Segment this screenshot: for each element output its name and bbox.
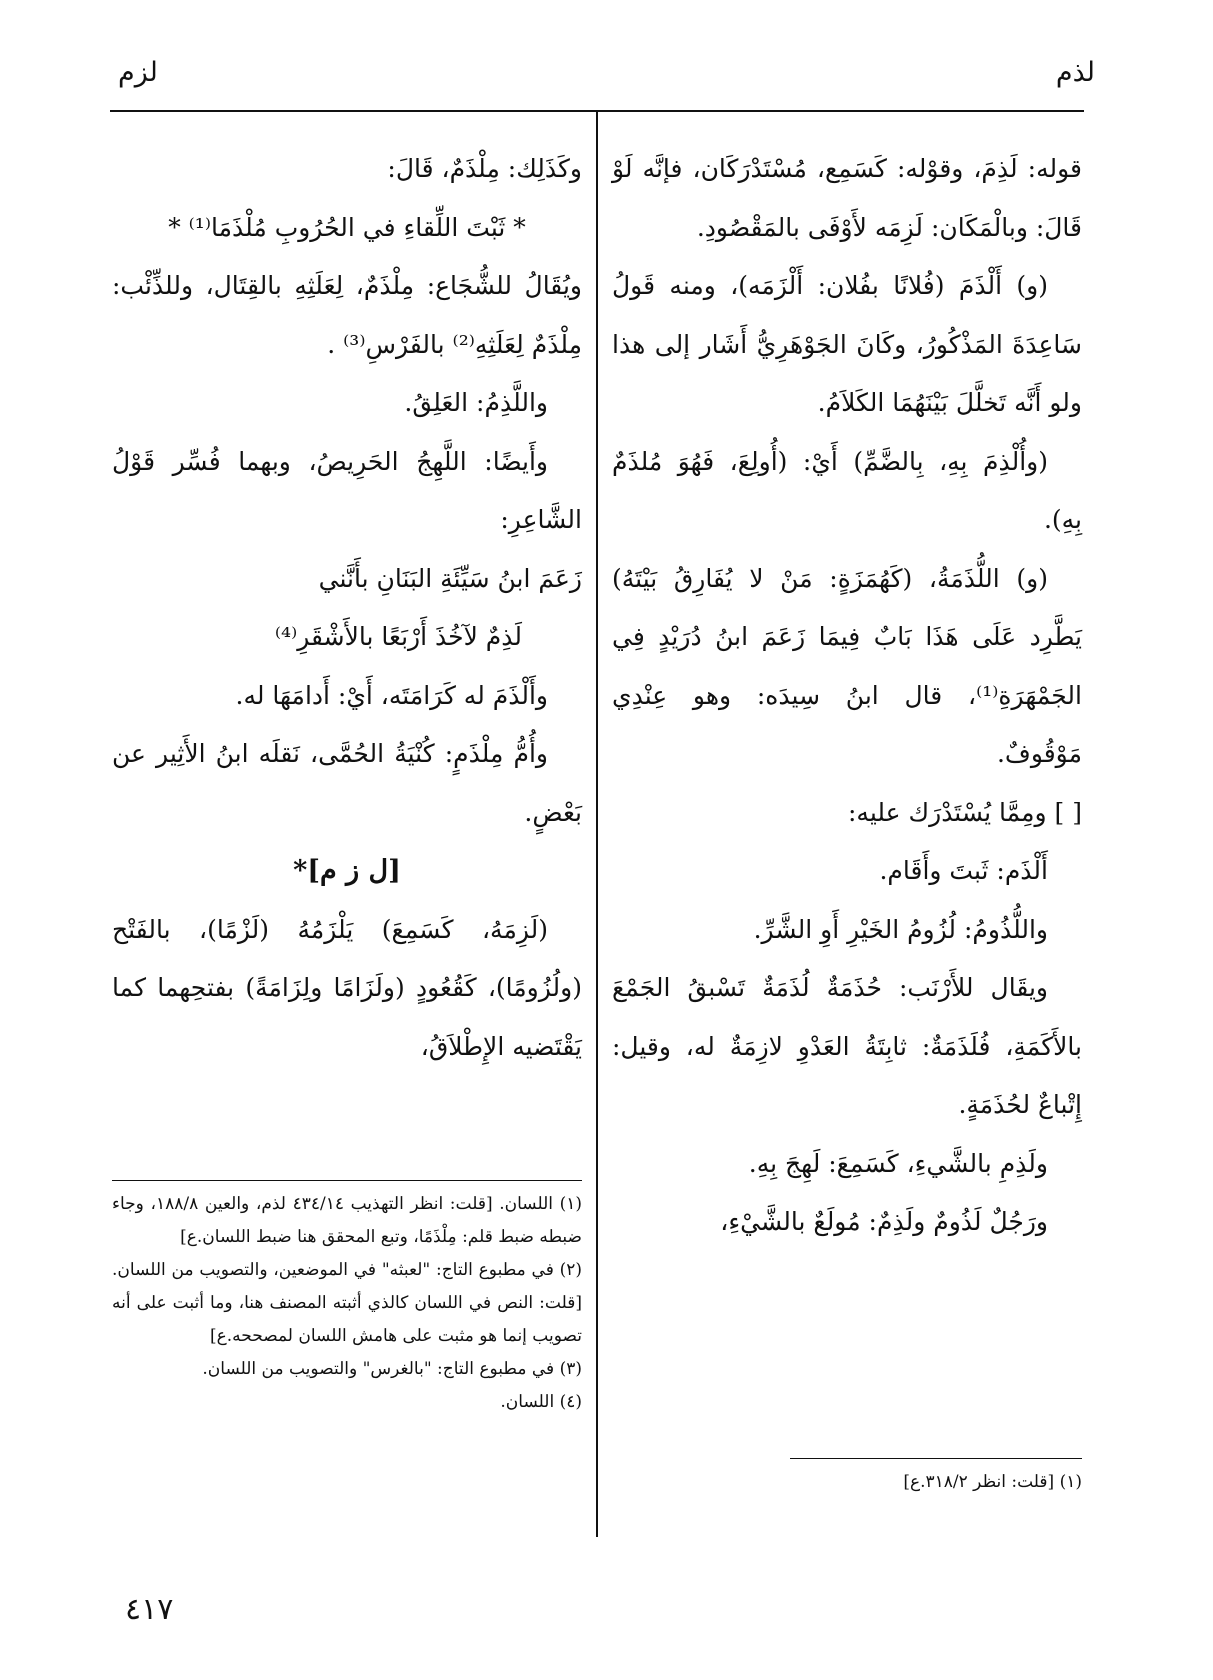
footnote: (٤) اللسان. [500,1392,582,1412]
paragraph: قوله: لَذِمَ، وقوْله: كَسَمِع، مُسْتَدْرَكَان، فإنَّه لَوْ قَالَ: وبالْمَكَان: لَزِمَه لأَوْفَى بالمَقْصُودِ. [612,154,1082,242]
left-footnotes [112,1188,582,1419]
footnote: (٣) في مطبوع التاج: "بالغرس" والتصويب من اللسان. [202,1359,582,1379]
footnote: (١) اللسان. [قلت: انظر التهذيب ٤٣٤/١٤ لذم، والعين ١٨٨/٨، وجاء ضبطه ضبط قلم: مِلْذَمًا، وتبع المحقق هنا ضبط اللسان.ع] [112,1194,582,1247]
paragraph: (لَزِمَهُ، كَسَمِعَ) يَلْزَمُهُ (لَزْمًا)، بالفَتْح (ولُزُومًا)، كَقُعُودٍ (ولَزَامًا ولِزَامَةً) بفتحِهما كما يَقْتَضيه الإِطْلاَقُ، [112,914,582,1061]
page-number: ٤١٧ [125,1592,174,1627]
verse-line: * ثَبْتَ اللِّقاءِ في الحُرُوبِ مُلْذَمَا⁽¹⁾ * [168,212,526,242]
entry-heading: [ل ز م]* [293,855,401,886]
running-head-right: لذم [1055,57,1095,88]
paragraph: وأَيضًا: اللَّهِجُ الحَرِيصُ، وبهما فُسِّر قَوْلُ الشَّاعِرِ: [112,446,582,534]
footnote: (٢) في مطبوع التاج: "لعبثه" في الموضعين، والتصويب من اللسان. [قلت: النص في اللسان كالذي أثبته المصنف هنا، وما أثبت على أنه تصويب إنما هو مثبت على هامش اللسان لمصححه.ع] [112,1260,582,1346]
paragraph: (وأُلْذِمَ بِهِ، بِالضَّمِّ) أَيْ: (أُولِعَ، فَهُوَ مُلذَمٌ بِهِ). [612,446,1082,534]
paragraph: (و) اللُّذَمَةُ، (كَهُمَزَةٍ: مَنْ لا يُفَارِقُ بَيْتَهُ) يَطَّرِد عَلَى هَذَا بَابٌ فِيمَا زَعَمَ ابنُ دُرَيْدٍ فِي الجَمْهَرَةِ⁽¹⁾، قال ابنُ سِيدَه: وهو عِنْدِي مَوْقُوفٌ. [612,563,1082,768]
paragraph: واللُّذُومُ: لُزُومُ الخَيْرِ أَوِ الشَّرِّ. [753,914,1048,944]
paragraph: واللَّذِمُ: العَلِقُ. [404,388,548,417]
paragraph: أَلْذَم: ثَبتَ وأَقَام. [879,856,1048,885]
running-head-left: لزم [118,57,158,88]
paragraph: ويقَال للأَرْنَب: حُذَمَةٌ لُذَمَةٌ تَسْبقُ الجَمْعَ بالأَكَمَةِ، فُلَذَمَةٌ: ثابِتَةُ العَدْوِ لازِمَةٌ له، وقيل: إِتْباعٌ لحُذَمَةٍ. [612,973,1082,1119]
footnote: (١) [قلت: انظر ٣١٨/٢.ع] [903,1472,1082,1492]
left-column [112,140,582,1076]
paragraph: وكَذَلِك: مِلْذَمٌ، قَالَ: [387,154,582,183]
paragraph: (و) أَلْذَمَ (فُلانًا بفُلان: أَلْزَمَه)، ومنه قَولُ سَاعِدَةَ المَذْكُورُ، وكَانَ الجَوْهَرِيُّ أَشَار إلى هذا ولو أَنَّه تَخلَّلَ بَيْنَهُمَا الكَلاَمُ. [612,271,1082,417]
right-footnotes [612,1466,1082,1499]
paragraph: وأَلْذَمَ له كَرَامَتَه، أَيْ: أَدامَهَا له. [235,680,548,710]
paragraph: [ ] ومِمَّا يُسْتَدْرَك عليه: [848,797,1082,827]
column-divider [596,112,598,1537]
footnote-rule [790,1458,1082,1459]
right-column [612,140,1082,1252]
paragraph: ويُقَالُ للشُّجَاع: مِلْذَمٌ، لِعَلَثِهِ بالقِتَال، وللذِّئْب: مِلْذَمٌ لِعَلَثِهِ⁽²⁾ بالفَرْسِ⁽³⁾ . [112,271,582,359]
paragraph: ورَجُلٌ لَذُومٌ ولَذِمٌ: مُولَعٌ بالشَّيْءِ، [720,1207,1048,1236]
paragraph: وأُمُّ مِلْذَمٍ: كُنْيَةُ الحُمَّى، نَقلَه ابنُ الأَثِير عن بَعْضٍ. [112,739,582,827]
paragraph: ولَذِمِ بالشَّيءِ، كَسَمِعَ: لَهِجَ بِهِ. [748,1148,1048,1178]
footnote-rule [112,1180,582,1181]
verse-line: زَعَمَ ابنُ سَيِّئَةِ البَنَانِ بأَنَّني [318,563,582,593]
verse-line: لَذِمٌ لآخُذَ أَرْبَعًا بالأَشْقَرِ⁽⁴⁾ [274,622,522,651]
